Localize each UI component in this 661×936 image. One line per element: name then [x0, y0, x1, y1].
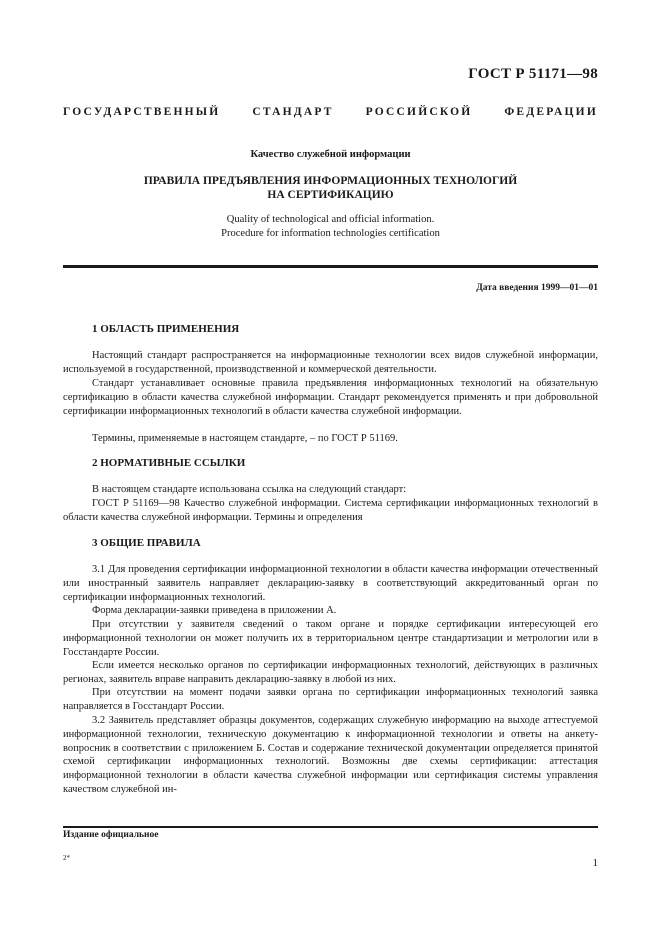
paragraph: ГОСТ Р 51169—98 Качество служебной информации. Система сертификации информационных технологий в области качества служебной информации. Термины и определения	[63, 498, 598, 523]
paragraph: При отсутствии у заявителя сведений о таком органе и порядке сертификации интересующей его информационной технологии он может получить их в территориальном центре стандартизации и метрологии или в Госстандарте России.	[63, 619, 598, 658]
edition-label: Издание официальное	[63, 830, 159, 840]
document-title	[0, 174, 661, 202]
footer-divider	[63, 826, 598, 828]
paragraph: 3.2 Заявитель представляет образцы документов, содержащих служебную информацию на выходе аттестуемой информационной технологии, техническую документацию к информационной технологии и ответы на анкету-вопросник в соответствии с приложением Б. Состав и содержание технической документации определяется принятой схемой сертификации информационных технологий. Возможны две схемы сертификации: аттестация информационной технологии в области качества служебной информации или сертификация системы управления качеством служебной ин-	[63, 715, 598, 795]
english-title-line: Procedure for information technologies certification	[221, 228, 440, 239]
state-word: ГОСУДАРСТВЕННЫЙ	[63, 106, 221, 118]
paragraph: Настоящий стандарт распространяется на информационные технологии всех видов служебной информации, используемой в государственной, производственной и коммерческой деятельности.	[63, 350, 598, 375]
paragraph: 3.1 Для проведения сертификации информационной технологии в области качества информации отечественный или иностранный заявитель направляет декларацию-заявку в соответствующий аккредитованный орган по сертификации информационных технологий.	[63, 564, 598, 603]
paragraph: Если имеется несколько органов по сертификации информационных технологий, действующих в различных регионах, заявитель вправе направить декларацию-заявку в любой из них.	[63, 660, 598, 685]
sheet-mark: 2*	[63, 854, 70, 862]
state-word: ФЕДЕРАЦИИ	[504, 106, 598, 118]
state-standard-header	[63, 106, 598, 118]
page-number: 1	[592, 857, 598, 869]
title-line: НА СЕРТИФИКАЦИЮ	[267, 189, 394, 201]
paragraph: Стандарт устанавливает основные правила предъявления информационных технологий на обязательную сертификацию в области качества служебной информации. Стандарт рекомендуется применять и при добровольной сертификации информационных технологий в области качества служебной информации.	[63, 378, 598, 417]
paragraph: При отсутствии на момент подачи заявки органа по сертификации информационных технологий заявка направляется в Госстандарт России.	[63, 687, 598, 712]
title-line: ПРАВИЛА ПРЕДЪЯВЛЕНИЯ ИНФОРМАЦИОННЫХ ТЕХНОЛОГИЙ	[143, 175, 518, 187]
paragraph: Термины, применяемые в настоящем стандарте, – по ГОСТ Р 51169.	[92, 433, 398, 444]
state-word: СТАНДАРТ	[252, 106, 334, 118]
title-divider	[63, 265, 598, 268]
introduction-date: Дата введения 1999—01—01	[476, 283, 598, 293]
gost-number: ГОСТ Р 51171—98	[468, 66, 598, 82]
section-heading: 1 ОБЛАСТЬ ПРИМЕНЕНИЯ	[92, 323, 240, 335]
document-subject: Качество служебной информации	[250, 149, 411, 160]
paragraph: В настоящем стандарте использована ссылка на следующий стандарт:	[92, 484, 407, 495]
state-word: РОССИЙСКОЙ	[365, 106, 473, 118]
english-title	[0, 213, 661, 241]
english-title-line: Quality of technological and official information.	[226, 214, 435, 225]
paragraph: Форма декларации-заявки приведена в приложении А.	[92, 605, 337, 616]
section-heading: 3 ОБЩИЕ ПРАВИЛА	[92, 537, 201, 549]
section-heading: 2 НОРМАТИВНЫЕ ССЫЛКИ	[92, 457, 246, 469]
